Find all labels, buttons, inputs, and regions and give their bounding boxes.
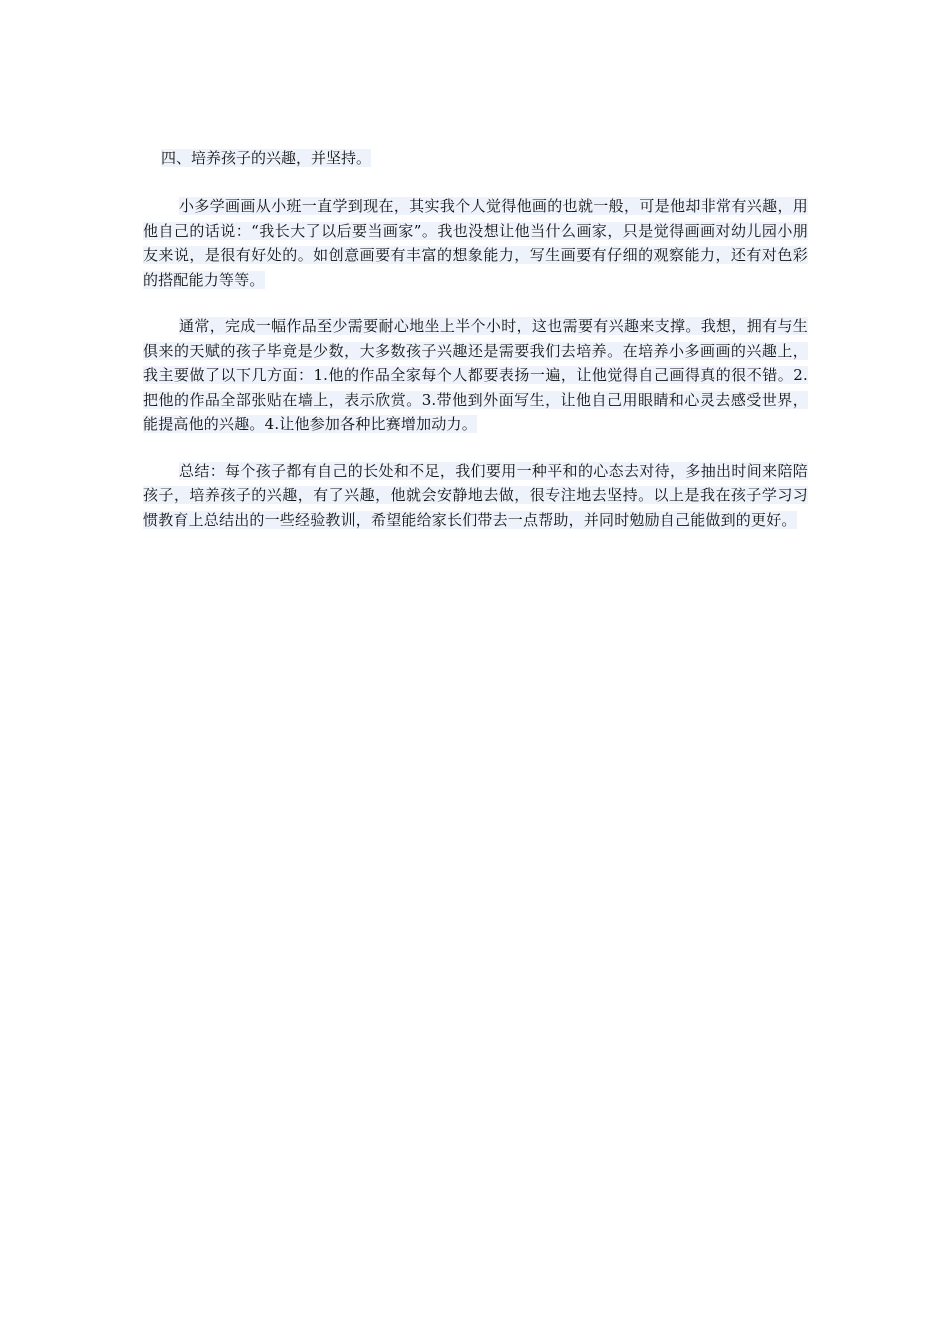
section-heading-text: 四、培养孩子的兴趣，并坚持。	[161, 149, 372, 167]
paragraph-2	[143, 314, 808, 437]
document-page	[143, 146, 808, 554]
paragraph-2-text: 通常，完成一幅作品至少需要耐心地坐上半个小时，这也需要有兴趣来支撑。我想，拥有与生俱来的天赋的孩子毕竟是少数，大多数孩子兴趣还是需要我们去培养。在培养小多画画的兴趣上，我主要做了以下几方面：1.他的作品全家每个人都要表扬一遍，让他觉得自己画得真的很不错。2.把他的作品全部张贴在墙上，表示欣赏。3.带他到外面写生，让他自己用眼睛和心灵去感受世界，能提高他的兴趣。4.让他参加各种比赛增加动力。	[143, 317, 808, 433]
section-heading	[143, 146, 808, 170]
paragraph-1	[143, 194, 808, 292]
paragraph-3-text: 总结：每个孩子都有自己的长处和不足，我们要用一种平和的心态去对待，多抽出时间来陪陪孩子，培养孩子的兴趣，有了兴趣，他就会安静地去做，很专注地去坚持。以上是我在孩子学习习惯教育上总结出的一些经验教训，希望能给家长们带去一点帮助，并同时勉励自己能做到的更好。	[143, 461, 808, 529]
paragraph-3	[143, 459, 808, 533]
paragraph-1-text: 小多学画画从小班一直学到现在，其实我个人觉得他画的也就一般，可是他却非常有兴趣，用他自己的话说：“我长大了以后要当画家”。我也没想让他当什么画家，只是觉得画画对幼儿园小朋友来说，是很有好处的。如创意画要有丰富的想象能力，写生画要有仔细的观察能力，还有对色彩的搭配能力等等。	[143, 197, 808, 289]
